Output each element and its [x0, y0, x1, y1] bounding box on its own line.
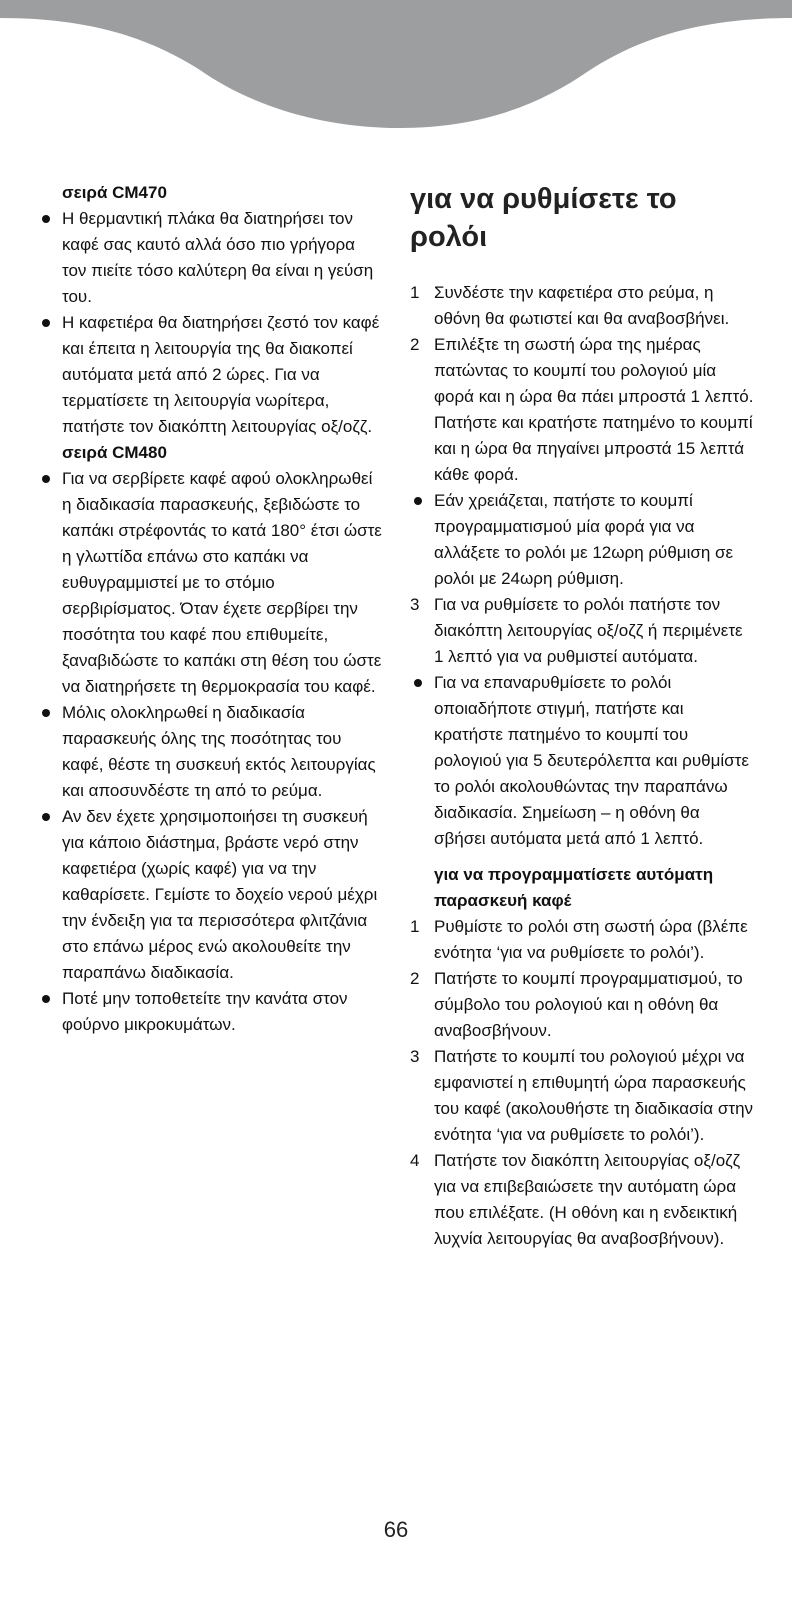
section-title: για να ρυθμίσετε το ρολόι [410, 183, 677, 253]
bullet-icon [42, 475, 50, 483]
bullet-icon [42, 995, 50, 1003]
list-item: Η καφετιέρα θα διατηρήσει ζεστό τον καφέ και έπειτα η λειτουργία της θα διακοπεί αυτόματα μετά από 2 ώρες. Για να τερματίσετε τη λειτουργία νωρίτερα, πατήστε τον διακόπτη λειτουργίας οξ/οζζ. [38, 310, 383, 440]
header-wave-graphic [0, 0, 792, 140]
step-item: 1 Ρυθμίστε το ρολόι στη σωστή ώρα (βλέπε ενότητα ‘για να ρυθμίσετε το ρολόι’). [410, 917, 748, 962]
bullet-icon [42, 319, 50, 327]
list-item: Η θερμαντική πλάκα θα διατηρήσει τον καφέ σας καυτό αλλά όσο πιο γρήγορα τον πιείτε τόσο καλύτερη θα είναι η γεύση του. [38, 206, 383, 310]
series-cm470-heading: σειρά CM470 [62, 183, 167, 202]
bullet-icon [42, 813, 50, 821]
step-item: 3 Για να ρυθμίσετε το ρολόι πατήστε τον διακόπτη λειτουργίας οξ/οζζ ή περιμένετε 1 λεπτό για να ρυθμιστεί αυτόματα. [410, 595, 743, 666]
bullet-icon [42, 215, 50, 223]
list-item: Αν δεν έχετε χρησιμοποιήσει τη συσκευή για κάποιο διάστημα, βράστε νερό στην καφετιέρα (χωρίς καφέ) για να την καθαρίσετε. Γεμίστε το δοχείο νερού μέχρι την ένδειξη για τα περισσότερα φλιτζάνια στο επάνω μέρος ενώ ακολουθείτε την παραπάνω διαδικασία. [38, 804, 383, 986]
list-item: Μόλις ολοκληρωθεί η διαδικασία παρασκευής όλης της ποσότητας του καφέ, θέστε τη συσκευή εκτός λειτουργίας και αποσυνδέστε τη από το ρεύμα. [38, 700, 383, 804]
right-column [410, 180, 755, 1252]
step-item: 2 Πατήστε το κουμπί προγραμματισμού, το σύμβολο του ρολογιού και η οθόνη θα αναβοσβήνουν. [410, 969, 743, 1040]
list-item: Ποτέ μην τοποθετείτε την κανάτα στον φούρνο μικροκυμάτων. [38, 986, 383, 1038]
page-number: 66 [383, 1517, 409, 1542]
bullet-icon [414, 679, 422, 687]
bullet-icon [42, 709, 50, 717]
left-column [38, 180, 383, 1038]
step-item: 2 Επιλέξτε τη σωστή ώρα της ημέρας πατώντας το κουμπί του ρολογιού μία φορά και η ώρα θα πάει μπροστά 1 λεπτό. Πατήστε και κρατήστε πατημένο το κουμπί και η ώρα θα πηγαίνει μπροστά 15 λεπτά κάθε φορά. [410, 335, 754, 484]
bullet-icon [414, 497, 422, 505]
step-item: 3 Πατήστε το κουμπί του ρολογιού μέχρι να εμφανιστεί η επιθυμητή ώρα παρασκευής του καφέ (ακολουθήστε τη διαδικασία στην ενότητα ‘για να ρυθμίσετε το ρολόι’). [410, 1047, 754, 1144]
list-item: Εάν χρειάζεται, πατήστε το κουμπί προγραμματισμού μία φορά για να αλλάξετε το ρολόι με 12ωρη ρύθμιση σε ρολόι με 24ωρη ρύθμιση. [410, 488, 755, 592]
step-item: 1 Συνδέστε την καφετιέρα στο ρεύμα, η οθόνη θα φωτιστεί και θα αναβοσβήνει. [410, 283, 730, 328]
list-item: Για να επαναρυθμίσετε το ρολόι οποιαδήποτε στιγμή, πατήστε και κρατήστε πατημένο το κουμπί του ρολογιού για 5 δευτερόλεπτα και ρυθμίστε το ρολόι ακολουθώντας την παραπάνω διαδικασία. Σημείωση – η οθόνη θα σβήσει αυτόματα μετά από 1 λεπτό. [410, 670, 755, 852]
series-cm480-heading: σειρά CM480 [62, 443, 167, 462]
subsection-heading: για να προγραμματίσετε αυτόματη παρασκευή καφέ [434, 865, 714, 910]
list-item: Για να σερβίρετε καφέ αφού ολοκληρωθεί η διαδικασία παρασκευής, ξεβιδώστε το καπάκι στρέφοντάς το κατά 180° έτσι ώστε η γλωττίδα επάνω στο καπάκι να ευθυγραμμιστεί με το στόμιο σερβιρίσματος. Όταν έχετε σερβίρει την ποσότητα του καφέ που επιθυμείτε, ξαναβιδώστε το καπάκι στη θέση του ώστε να διατηρήσετε τη θερμοκρασία του καφέ. [38, 466, 383, 700]
step-item: 4 Πατήστε τον διακόπτη λειτουργίας οξ/οζζ για να επιβεβαιώσετε την αυτόματη ώρα που επιλέξατε. (Η οθόνη και η ενδεικτική λυχνία λειτουργίας θα αναβοσβήνουν). [410, 1151, 741, 1248]
